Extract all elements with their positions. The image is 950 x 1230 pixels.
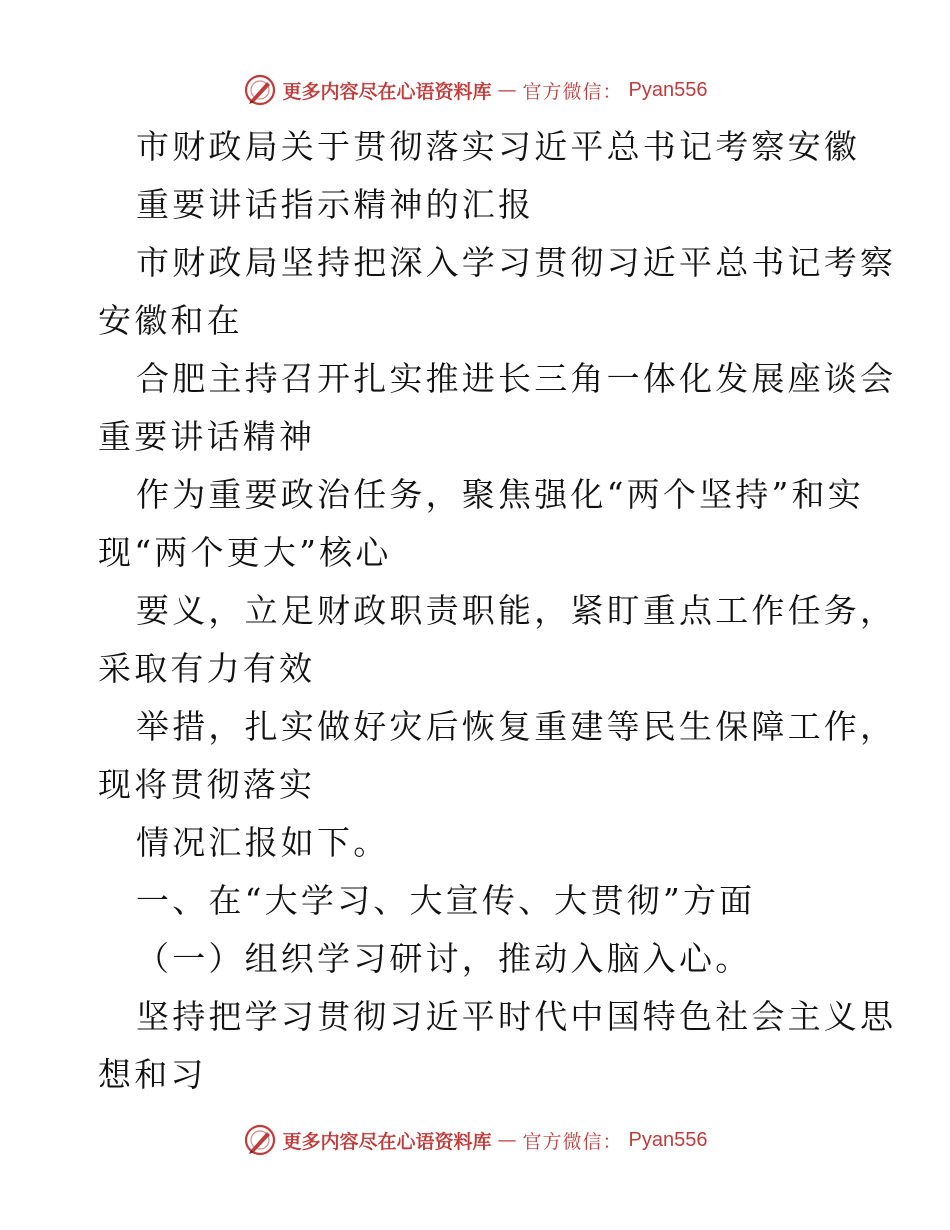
doc-text-line: 重要讲话精神: [98, 417, 316, 456]
banner-wechat-id: Pyan556: [628, 78, 708, 101]
doc-text-line: 作为重要政治任务，聚焦强化“两个坚持”和实: [136, 475, 864, 514]
banner-brand: 更多内容尽在心语资料库: [282, 1130, 492, 1153]
doc-text-line: 现将贯彻落实: [98, 765, 316, 804]
doc-text-line: 坚持把学习贯彻习近平时代中国特色社会主义思: [136, 997, 897, 1036]
doc-text-line: 合肥主持召开扎实推进长三角一体化发展座谈会: [136, 359, 897, 398]
banner-separator: —: [497, 1129, 517, 1151]
doc-text-line: 采取有力有效: [98, 649, 316, 688]
doc-text-line: 要义，立足财政职责职能，紧盯重点工作任务，: [136, 591, 897, 630]
footer-banner: [0, 1120, 950, 1160]
doc-text-line: 现“两个更大”核心: [98, 533, 392, 572]
doc-title-line-1: 市财政局关于贯彻落实习近平总书记考察安徽: [136, 127, 860, 166]
banner-separator: —: [497, 79, 517, 101]
section-heading: 一、在“大学习、大宣传、大贯彻”方面: [136, 881, 756, 920]
pen-logo-icon: [243, 1123, 277, 1157]
pen-logo-icon: [243, 73, 277, 107]
doc-title-line-2: 重要讲话指示精神的汇报: [136, 185, 535, 224]
banner-wechat-label: 官方微信：: [522, 1130, 623, 1153]
doc-text-line: 市财政局坚持把深入学习贯彻习近平总书记考察: [136, 243, 897, 282]
banner-wechat-label: 官方微信：: [522, 80, 623, 103]
document-body: [98, 118, 897, 1104]
doc-text-line: 情况汇报如下。: [136, 823, 390, 862]
doc-text-line: 想和习: [98, 1055, 207, 1094]
doc-text-line: 安徽和在: [98, 301, 243, 340]
banner-brand: 更多内容尽在心语资料库: [282, 80, 492, 103]
banner-wechat-id: Pyan556: [628, 1128, 708, 1151]
subsection-heading: （一）组织学习研讨，推动入脑入心。: [136, 939, 752, 978]
doc-text-line: 举措，扎实做好灾后恢复重建等民生保障工作，: [136, 707, 897, 746]
header-banner: [0, 70, 950, 110]
